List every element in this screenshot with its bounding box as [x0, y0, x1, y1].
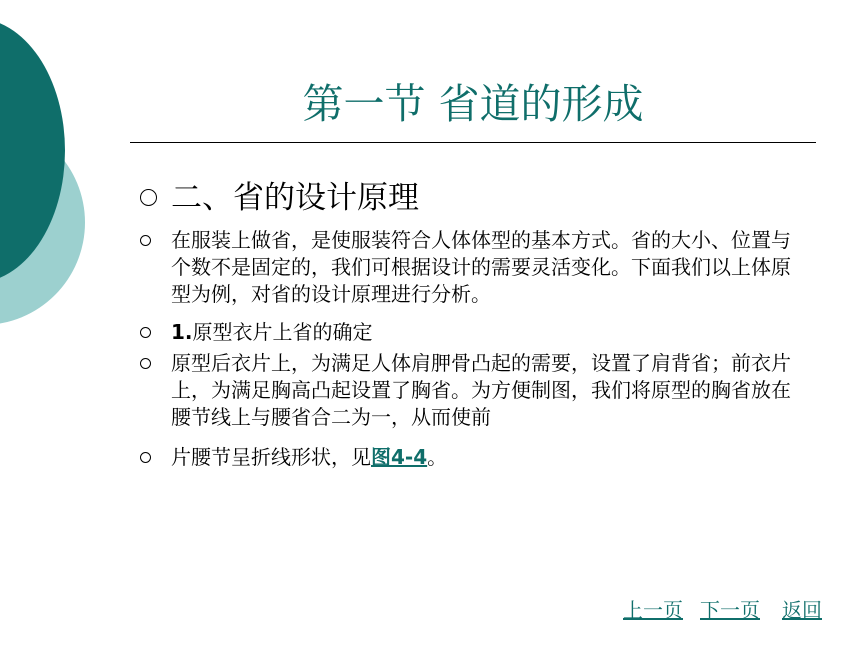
title-divider [130, 142, 816, 143]
hollow-circle-bullet-icon [140, 235, 151, 246]
paragraph-lead: 片腰节呈折线形状，见 [171, 445, 371, 469]
paragraph-end: 。 [427, 445, 448, 469]
section-heading: 二、省的设计原理 [171, 180, 419, 216]
bullet-item-2 [140, 319, 820, 346]
back-link[interactable]: 返回 [782, 598, 822, 622]
subheading-text [171, 319, 799, 346]
slide-navigation [623, 597, 822, 623]
hollow-circle-bullet-icon [140, 358, 151, 369]
bullet-paragraph-3 [140, 350, 820, 431]
slide-title: 第一节 省道的形成 [302, 80, 644, 128]
item-number: 1. [171, 320, 193, 344]
paragraph-text: 原型后衣片上，为满足人体肩胛骨凸起的需要，设置了肩背省；前衣片上，为满足胸高凸起设置了胸省。为方便制图，我们将原型的胸省放在腰节线上与腰省合二为一，从而使前 [171, 351, 791, 429]
bullet-paragraph-1 [140, 227, 820, 308]
next-page-link[interactable]: 下一页 [700, 598, 760, 622]
paragraph-text [171, 444, 799, 471]
item-label: 原型衣片上省的确定 [192, 320, 373, 344]
prev-page-link[interactable]: 上一页 [623, 598, 683, 622]
bullet-paragraph-4 [140, 444, 820, 471]
hollow-circle-bullet-icon [140, 452, 151, 463]
bullet-heading [140, 178, 820, 218]
paragraph-text: 在服装上做省，是使服装符合人体体型的基本方式。省的大小、位置与个数不是固定的，我们可根据设计的需要灵活变化。下面我们以上体原型为例，对省的设计原理进行分析。 [171, 228, 791, 306]
hollow-circle-bullet-icon [140, 327, 151, 338]
hollow-circle-bullet-icon [140, 189, 157, 206]
figure-4-4-link[interactable]: 图4-4 [371, 445, 428, 469]
